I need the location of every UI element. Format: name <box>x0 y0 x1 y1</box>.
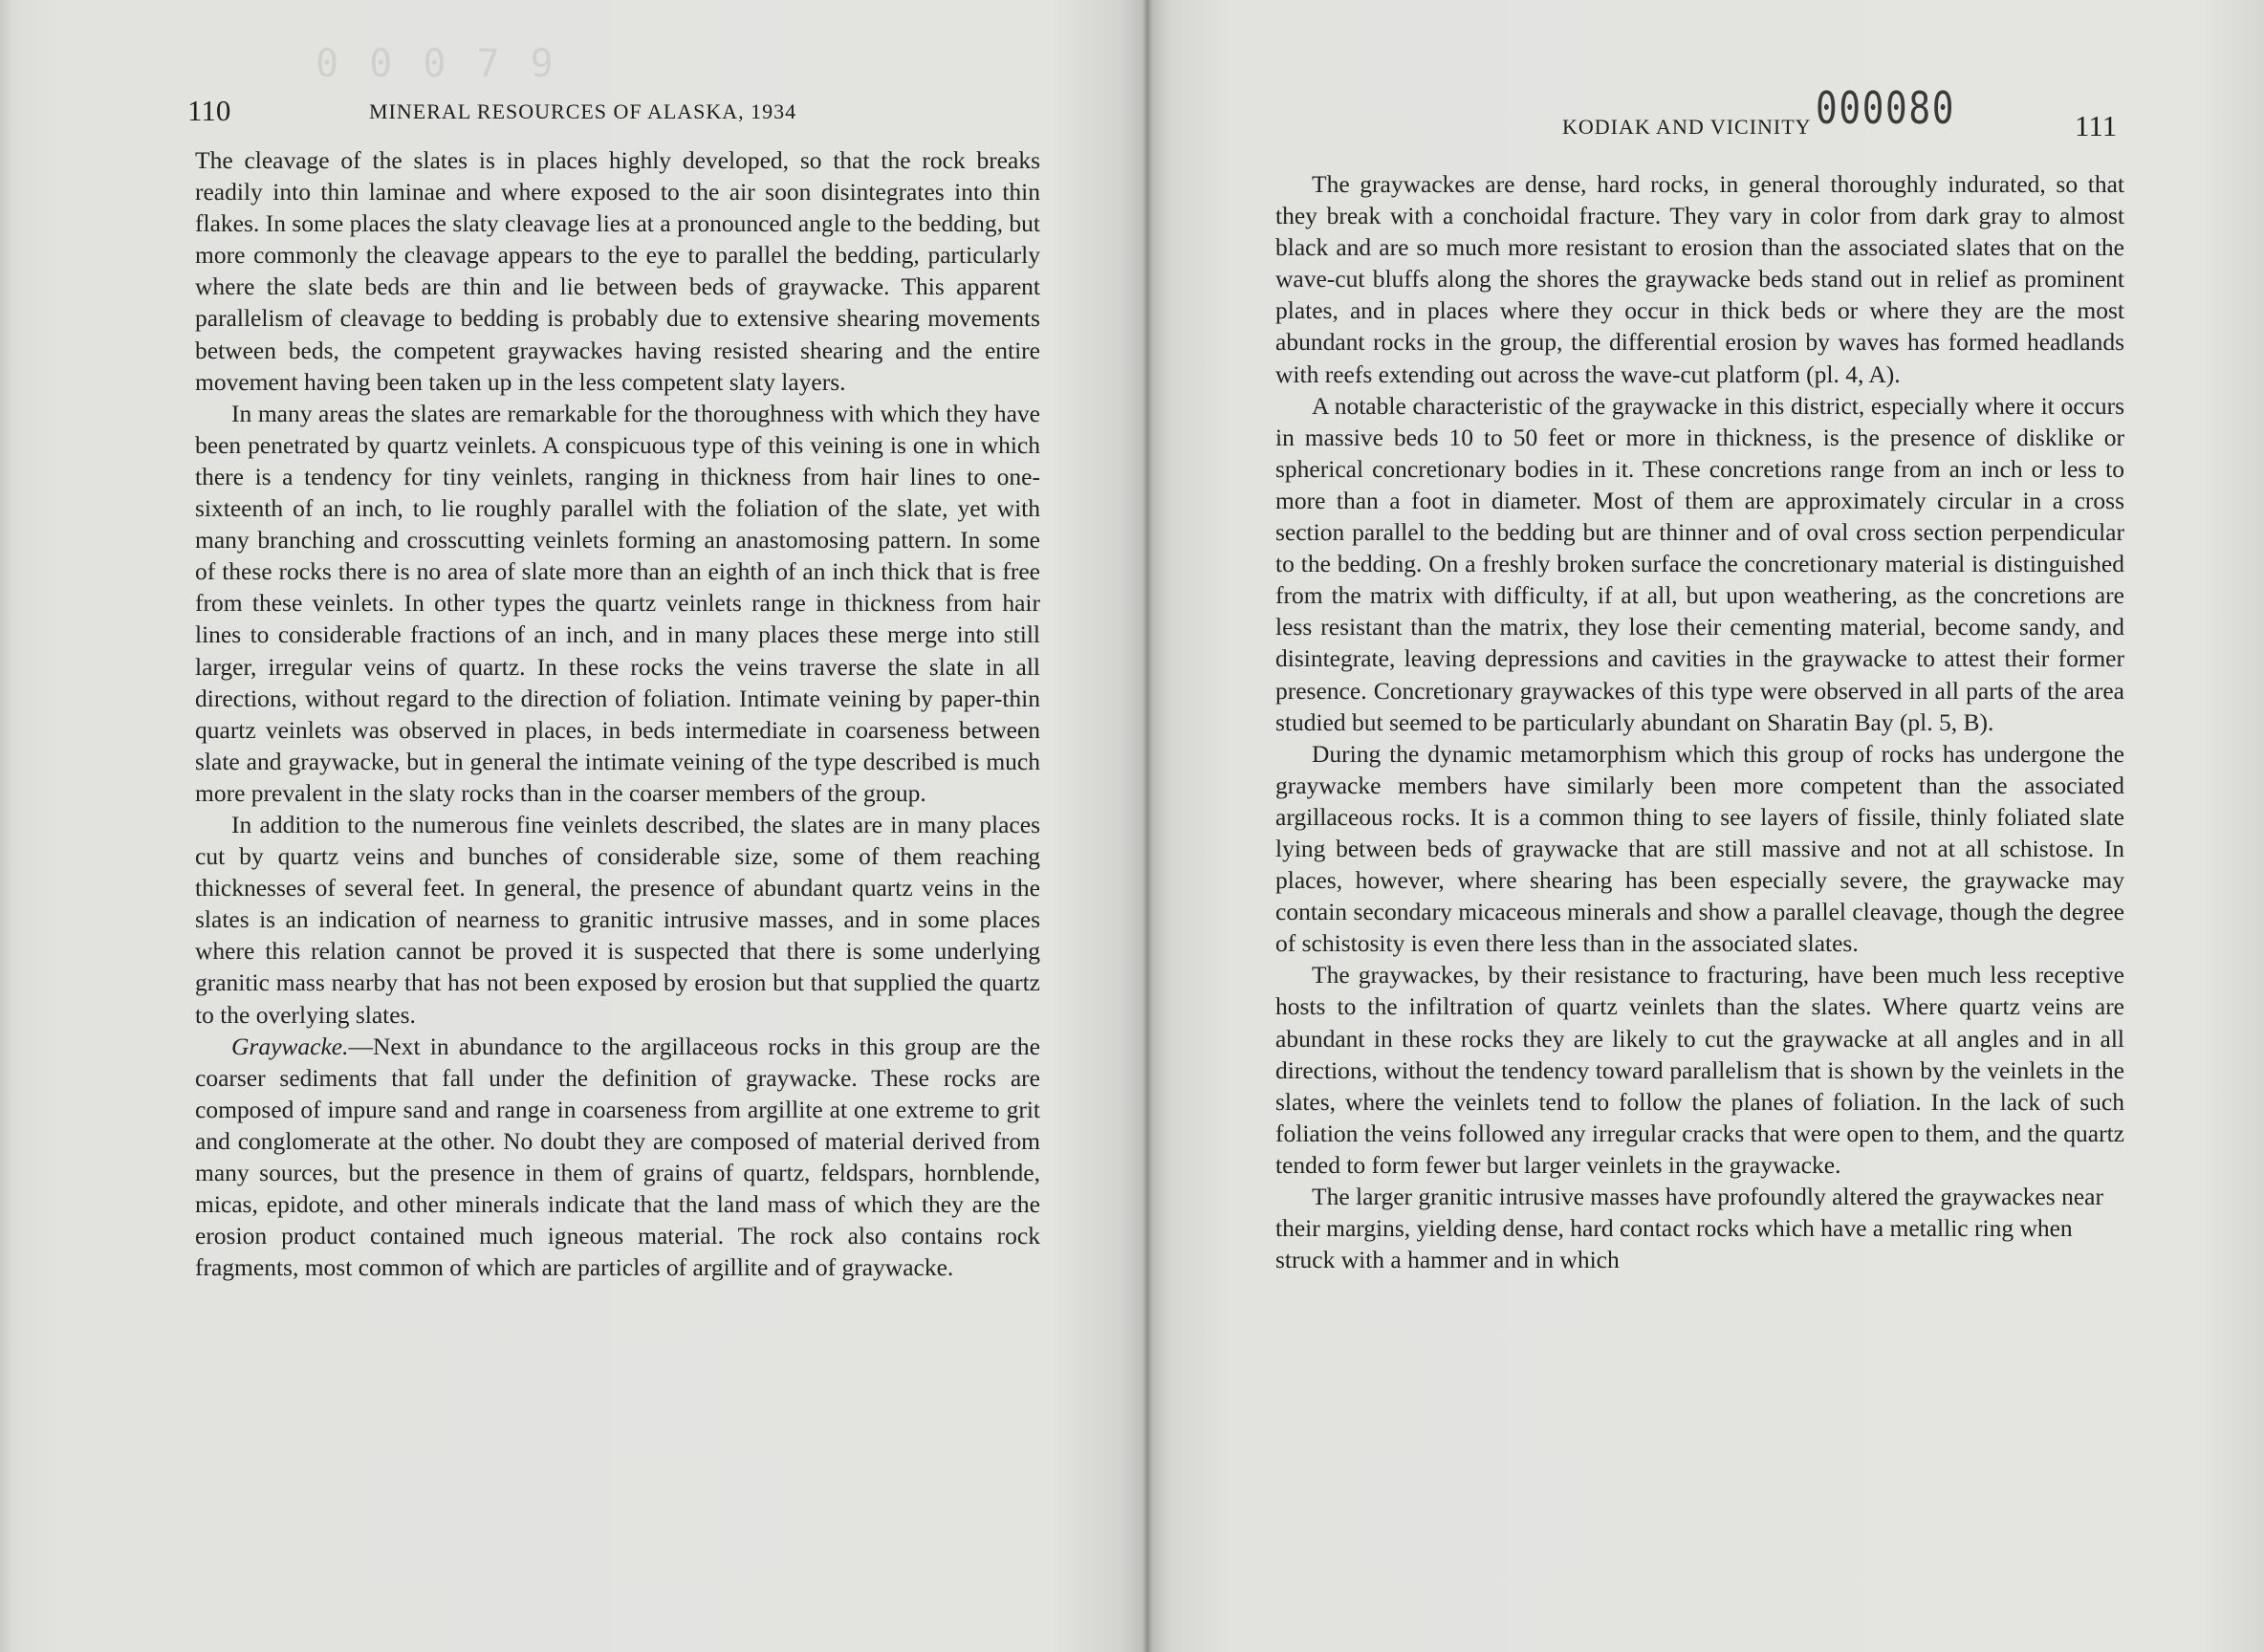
right-page-body <box>1275 168 2124 1275</box>
running-head: KODIAK AND VICINITY <box>1562 115 1812 139</box>
paragraph: A notable characteristic of the graywacke in this district, especially where it occurs in massive beds 10 to 50 feet or more in thickness, is the presence of disklike or spherical concretionary bodies in it. These concretions range from an inch or less to more than a foot in diameter. Most of them are approximately circular in a cross section parallel to the bedding but are thinner and of oval cross section perpendicular to the bedding. On a freshly broken surface the concretionary material is distinguished from the matrix with difficulty, if at all, but upon weathering, as the concretions are less resistant than the matrix, they lose their cementing material, become sandy, and disintegrate, leaving depressions and cavities in the graywacke to attest their former presence. Concretionary graywackes of this type were observed in all parts of the area studied but seemed to be particularly abundant on Sharatin Bay (pl. 5, B). <box>1275 391 2124 736</box>
page-number: 111 <box>2075 109 2118 142</box>
page-number: 110 <box>187 94 231 127</box>
serial-stamp: 000080 <box>1816 82 1956 134</box>
section-heading: Graywacke. <box>231 1032 349 1060</box>
paragraph: The graywackes, by their resistance to fracturing, have been much less receptive hosts to the infiltration of quartz veinlets than the slates. Where quartz veins are abundant in these rocks they are likely to cut the graywacke at all angles and in all directions, without the tendency toward parallelism that is shown by the veinlets in the slates, where the veinlets tend to follow the planes of foliation. In the lack of such foliation the veins followed any irregular cracks that were open to them, and the quartz tended to form fewer but larger veinlets in the graywacke. <box>1275 961 2124 1179</box>
running-head: MINERAL RESOURCES OF ALASKA, 1934 <box>369 99 797 123</box>
paragraph: The larger granitic intrusive masses have profoundly altered the graywackes near their margins, yielding dense, hard contact rocks which have a metallic ring when struck with a hammer and in which <box>1275 1183 2103 1274</box>
paragraph: During the dynamic metamorphism which this group of rocks has undergone the graywacke members have similarly been more competent than the associated argillaceous rocks. It is a common thing to see layers of fissile, thinly foliated slate lying between beds of graywacke that are still massive and not at all schistose. In places, however, where shearing has been especially severe, the graywacke may contain secondary micaceous minerals and show a parallel cleavage, though the degree of schistosity is even there less than in the associated slates. <box>1275 739 2124 958</box>
right-page <box>1151 0 2264 1652</box>
bleed-through-text: 0 0 0 7 9 <box>316 42 557 86</box>
paragraph <box>195 1031 1040 1284</box>
paragraph: The cleavage of the slates is in places highly developed, so that the rock breaks readily into thin laminae and where exposed to the air soon disintegrates into thin flakes. In some places the slaty cleavage lies at a pronounced angle to the bedding, but more commonly the cleavage appears to the eye to parallel the bedding, particularly where the slate beds are thin and lie between beds of graywacke. This apparent parallelism of cleavage to bedding is probably due to extensive shearing movements between beds, the competent graywackes having resisted shearing and the entire movement having been taken up in the less competent slaty layers. <box>195 146 1040 396</box>
left-page-body <box>195 144 1040 1283</box>
paragraph: In addition to the numerous fine veinlets described, the slates are in many places cut by quartz veins and bunches of considerable size, some of them reaching thicknesses of several feet. In general, the presence of abundant quartz veins in the slates is an indication of nearness to granitic intrusive masses, and in some places where this relation cannot be proved it is suspected that there is some underlying granitic mass nearby that has not been exposed by erosion but that supplied the quartz to the overlying slates. <box>195 810 1040 1029</box>
paragraph: The graywackes are dense, hard rocks, in general thoroughly indurated, so that they break with a conchoidal fracture. They vary in color from dark gray to almost black and are so much more resistant to erosion than the associated slates that on the wave-cut bluffs along the shores the graywacke beds stand out in relief as prominent plates, and in places where they occur in thick beds or where they are the most abundant rocks in the group, the differential erosion by waves has formed headlands with reefs extending out across the wave-cut platform (pl. 4, A). <box>1275 170 2124 388</box>
paragraph-text: —Next in abundance to the argillaceous rocks in this group are the coarser sediments that fall under the definition of graywacke. These rocks are composed of impure sand and range in coarseness from argillite at one extreme to grit and conglomerate at the other. No doubt they are composed of material derived from many sources, but the presence in them of grains of quartz, feldspars, hornblende, micas, epidote, and other minerals indicate that the land mass of which they are the erosion product contained much igneous material. The rock also contains rock fragments, most common of which are particles of argillite and of graywacke. <box>195 1032 1040 1282</box>
paragraph: In many areas the slates are remarkable for the thoroughness with which they have been penetrated by quartz veinlets. A conspicuous type of this veining is one in which there is a tendency for tiny veinlets, ranging in thickness from hair lines to one-sixteenth of an inch, to lie roughly parallel with the foliation of the slate, yet with many branching and crosscutting veinlets forming an anastomosing pattern. In some of these rocks there is no area of slate more than an eighth of an inch thick that is free from these veinlets. In other types the quartz veinlets range in thickness from hair lines to considerable fractions of an inch, and in many places these merge into still larger, irregular veins of quartz. In these rocks the veins traverse the slate in all directions, without regard to the direction of foliation. Intimate veining by paper-thin quartz veinlets was observed in places, in beds intermediate in coarseness between slate and graywacke, but in general the intimate veining of the type described is much more prevalent in the slaty rocks than in the coarser members of the group. <box>195 399 1040 807</box>
